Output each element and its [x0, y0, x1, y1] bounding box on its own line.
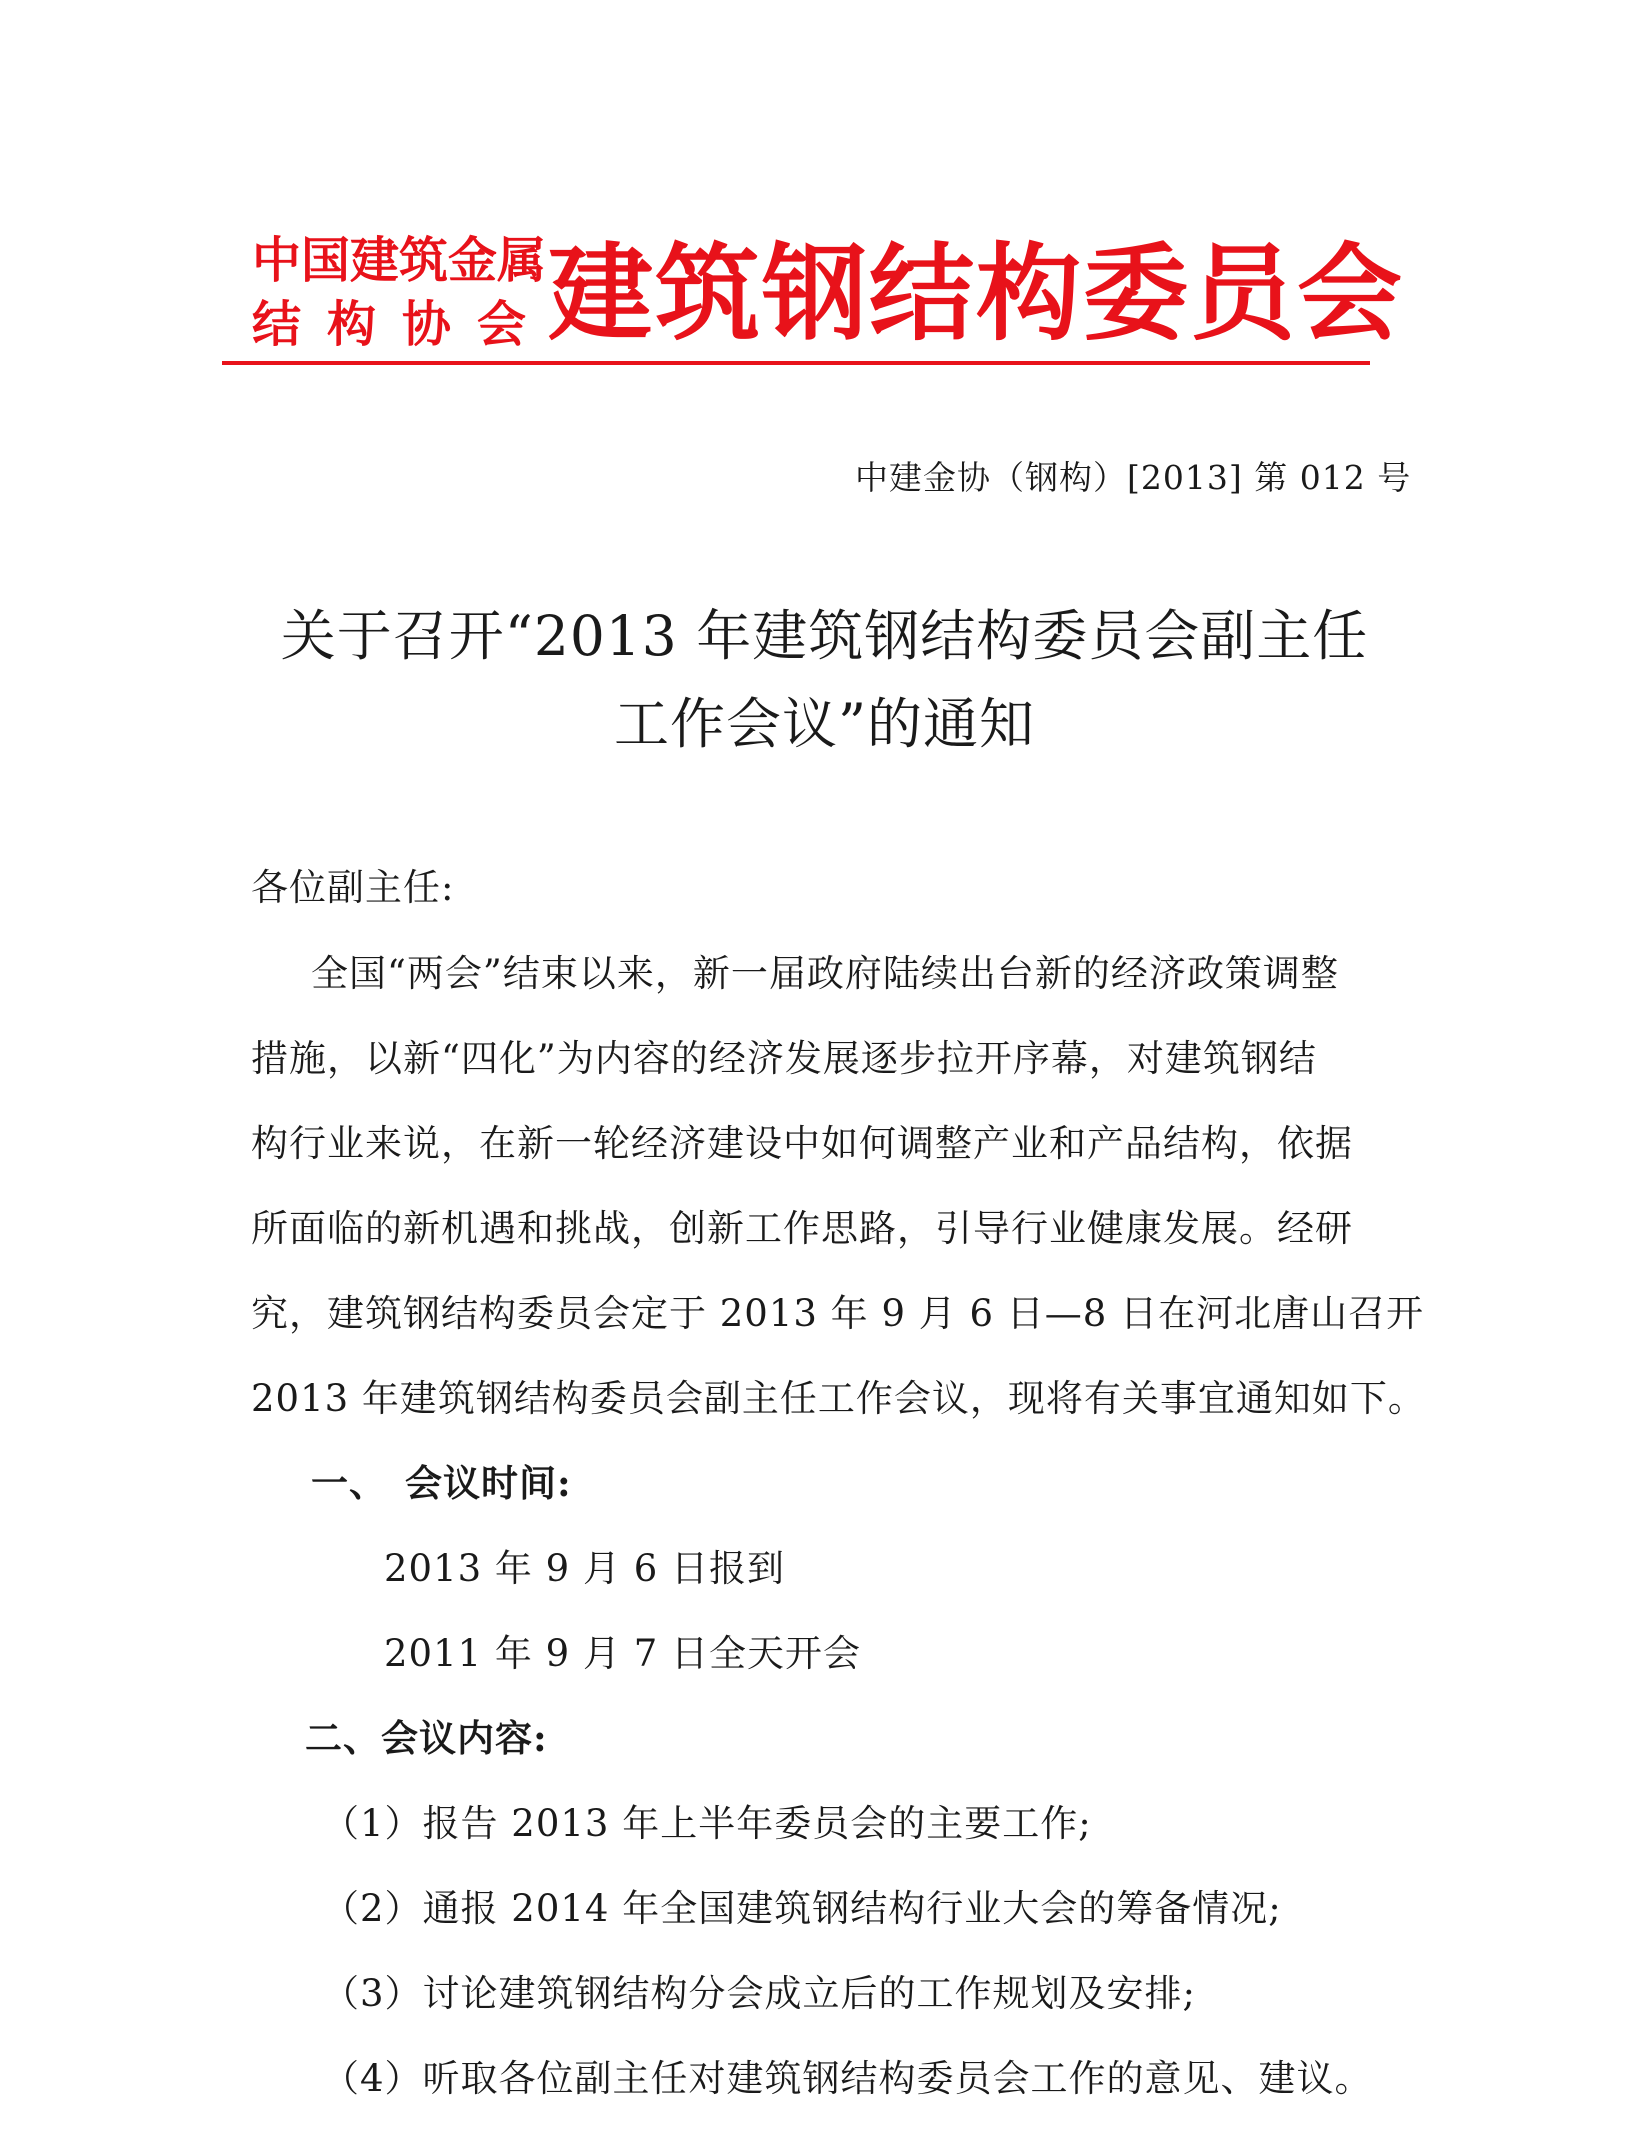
section1-item: 2011 年 9 月 7 日全天开会 — [384, 1632, 862, 1675]
paragraph-line: 构行业来说，在新一轮经济建设中如何调整产业和产品结构，依据 — [251, 1122, 1353, 1165]
paragraph-line: 所面临的新机遇和挑战，创新工作思路，引导行业健康发展。经研 — [251, 1207, 1353, 1250]
salutation: 各位副主任: — [251, 866, 455, 909]
document-number: 中建金协（钢构）[2013] 第 012 号 — [855, 458, 1412, 497]
section1-number: 一、 — [311, 1461, 387, 1505]
letterhead-org-line2: 结构协会 — [252, 296, 553, 353]
paragraph-line: 措施，以新“四化”为内容的经济发展逐步拉开序幕，对建筑钢结 — [251, 1037, 1317, 1080]
section2-heading: 二、会议内容: — [305, 1716, 548, 1760]
notice-title-line1: 关于召开“2013 年建筑钢结构委员会副主任 — [280, 604, 1369, 668]
letterhead-org-line1: 中国建筑金属 — [252, 232, 547, 289]
letterhead-committee-name: 建筑钢结构委员会 — [548, 233, 1405, 355]
paragraph-line: 全国“两会”结束以来，新一届政府陆续出台新的经济政策调整 — [311, 952, 1339, 995]
section2-item: （2）通报 2014 年全国建筑钢结构行业大会的筹备情况; — [322, 1887, 1282, 1930]
notice-title-line2: 工作会议”的通知 — [613, 692, 1036, 756]
section2-item: （3）讨论建筑钢结构分会成立后的工作规划及安排; — [322, 1972, 1197, 2015]
letterhead-divider — [222, 361, 1370, 365]
section1-item: 2013 年 9 月 6 日报到 — [384, 1547, 786, 1590]
section2-item: （1）报告 2013 年上半年委员会的主要工作; — [322, 1802, 1092, 1845]
paragraph-line: 究，建筑钢结构委员会定于 2013 年 9 月 6 日—8 日在河北唐山召开 — [251, 1292, 1425, 1335]
section2-item: （4）听取各位副主任对建筑钢结构委员会工作的意见、建议。 — [322, 2057, 1373, 2100]
section1-heading: 会议时间: — [405, 1461, 572, 1505]
paragraph-line: 2013 年建筑钢结构委员会副主任工作会议，现将有关事宜通知如下。 — [251, 1377, 1426, 1420]
